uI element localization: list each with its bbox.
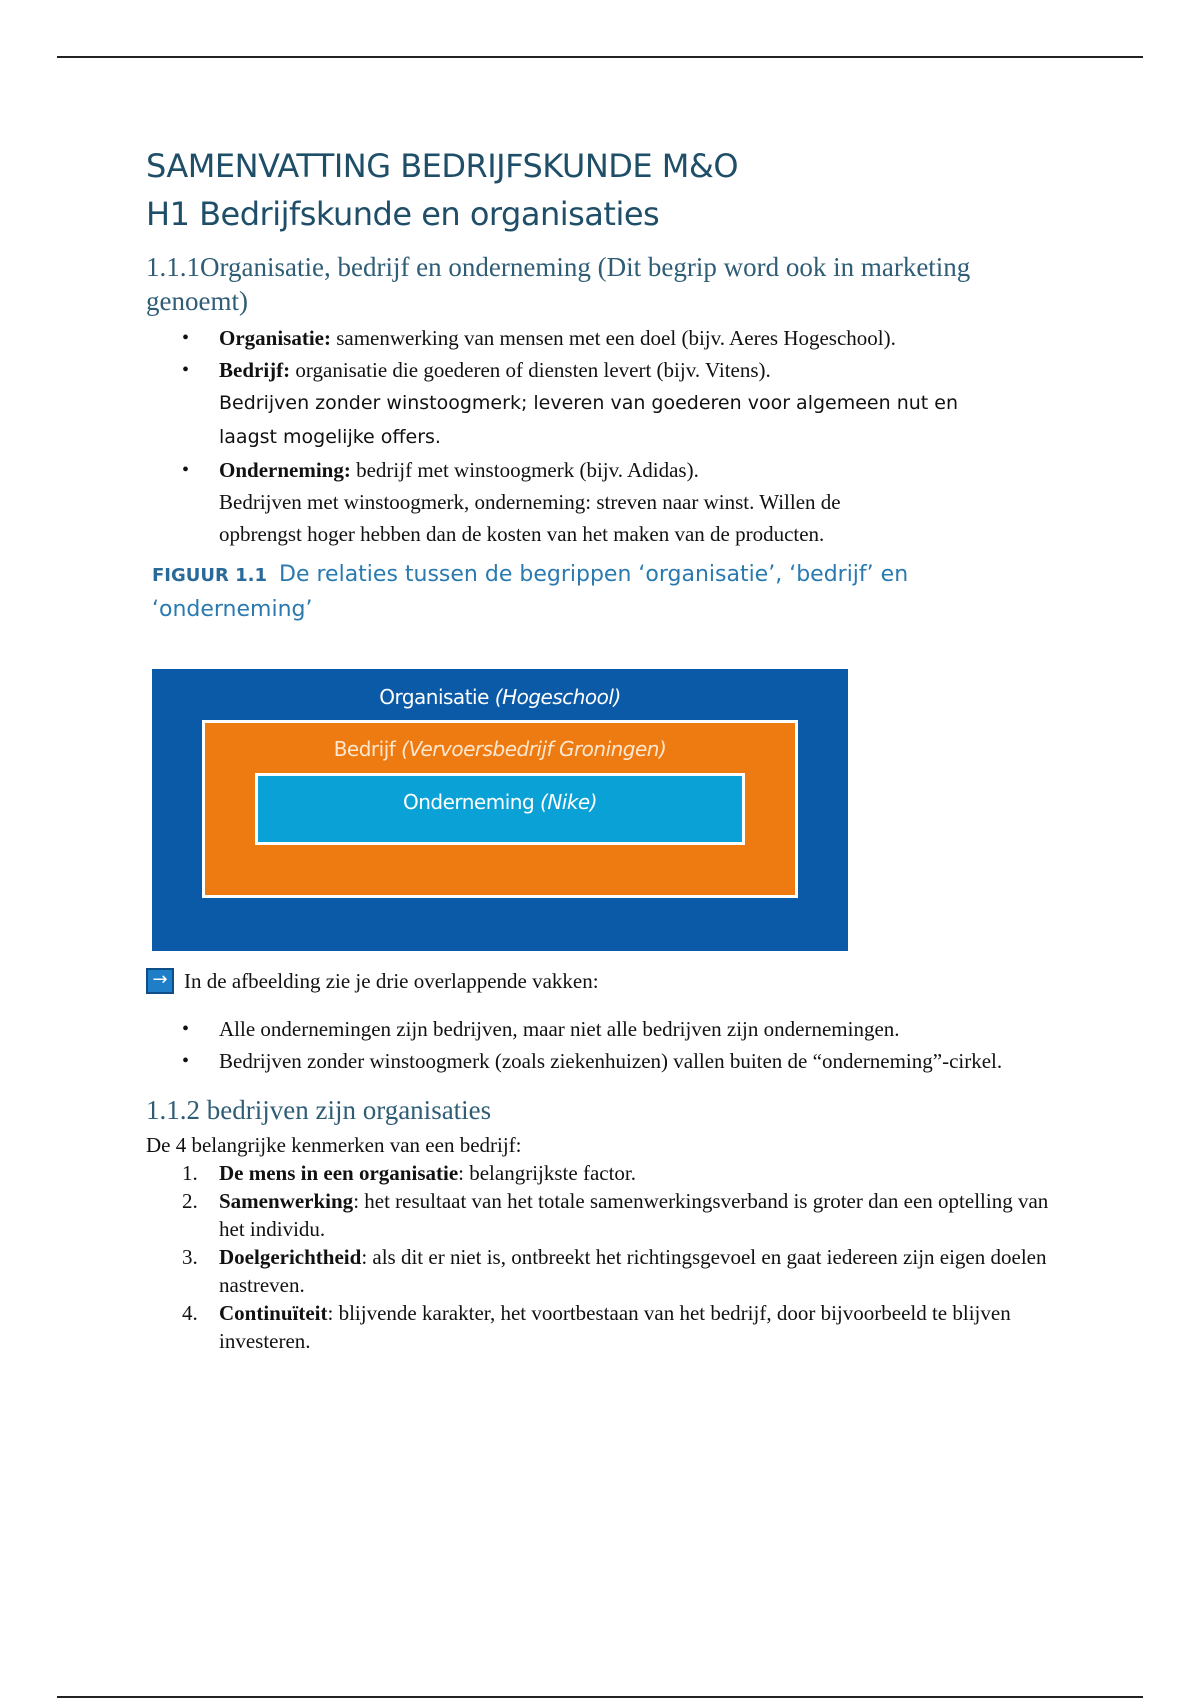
list-number: 3. — [182, 1245, 198, 1269]
term-definition: bedrijf met winstoogmerk (bijv. Adidas). — [350, 458, 699, 482]
box-example: (Nike) — [540, 790, 598, 814]
note-text: In de afbeelding zie je drie overlappende vakken: — [184, 969, 599, 993]
list-item-bedrijf — [182, 354, 1066, 454]
box-example: (Hogeschool) — [494, 685, 621, 709]
list-item-organisatie — [182, 322, 1066, 354]
chapter-heading: H1 Bedrijfskunde en organisaties — [146, 195, 660, 233]
term-definition: : het resultaat van het totale samenwerkingsverband is groter dan een optelling van het individu. — [219, 1189, 1049, 1241]
box-label-onderneming — [258, 790, 742, 814]
list-number: 1. — [182, 1161, 198, 1185]
box-name: Bedrijf — [333, 737, 396, 761]
list-item-onderneming — [182, 454, 1066, 550]
term-definition: samenwerking van mensen met een doel (bijv. Aeres Hogeschool). — [330, 326, 896, 350]
term-definition: : als dit er niet is, ontbreekt het richtingsgevoel en gaat iedereen zijn eigen doelen nastreven. — [219, 1245, 1047, 1297]
term-label: Samenwerking — [219, 1189, 354, 1213]
term-definition: : belangrijkste factor. — [458, 1161, 637, 1185]
extra-line: Bedrijven zonder winstoogmerk; leveren van goederen voor algemeen nut en — [219, 392, 958, 414]
figure-caption — [152, 558, 1066, 627]
numbered-list — [182, 1159, 1066, 1355]
box-onderneming — [255, 773, 745, 845]
bottom-rule — [57, 1696, 1143, 1698]
list-item — [182, 1159, 1066, 1187]
box-label-organisatie — [152, 685, 848, 709]
term-label: Bedrijf: — [219, 358, 291, 382]
figure-caption-text: De relaties tussen de begrippen ‘organisatie’, ‘bedrijf’ en ‘onderneming’ — [152, 562, 909, 622]
term-definition: : blijvende karakter, het voortbestaan van het bedrijf, door bijvoorbeeld te blijven investeren. — [219, 1301, 1011, 1353]
term-label: De mens in een organisatie — [219, 1161, 459, 1185]
list-item: • Bedrijven zonder winstoogmerk (zoals ziekenhuizen) vallen buiten de “onderneming”-cirkel. — [182, 1045, 1066, 1077]
extra-line: Bedrijven met winstoogmerk, onderneming: streven naar winst. Willen de — [219, 490, 841, 514]
top-rule — [57, 56, 1143, 58]
section-heading-1-1-1: 1.1.1Organisatie, bedrijf en onderneming (Dit begrip word ook in marketing genoemt) — [146, 252, 971, 316]
arrow-right-icon: → — [146, 968, 174, 994]
list-number: 2. — [182, 1189, 198, 1213]
note-bullet-list — [182, 1013, 1066, 1077]
term-definition: organisatie die goederen of diensten levert (bijv. Vitens). — [290, 358, 771, 382]
list-item — [182, 1243, 1066, 1299]
definition-list — [182, 322, 1066, 550]
list-item — [182, 1187, 1066, 1243]
list-item — [182, 1299, 1066, 1355]
figure-label: FIGUUR 1.1 — [152, 565, 268, 586]
term-label: Doelgerichtheid — [219, 1245, 362, 1269]
term-label: Organisatie: — [219, 326, 331, 350]
section-intro: De 4 belangrijke kenmerken van een bedrijf: — [146, 1133, 522, 1157]
document-page — [146, 146, 1066, 1355]
box-name: Organisatie — [379, 685, 489, 709]
term-label: Onderneming: — [219, 458, 351, 482]
term-label: Continuïteit — [219, 1301, 328, 1325]
box-name: Onderneming — [402, 790, 535, 814]
document-title: SAMENVATTING BEDRIJFSKUNDE M&O — [146, 147, 739, 185]
extra-line: opbrengst hoger hebben dan de kosten van het maken van de producten. — [219, 522, 825, 546]
nested-boxes-diagram — [152, 669, 848, 951]
extra-line: laagst mogelijke offers. — [219, 426, 441, 448]
list-item: • Alle ondernemingen zijn bedrijven, maar niet alle bedrijven zijn ondernemingen. — [182, 1013, 1066, 1045]
section-heading-1-1-2: 1.1.2 bedrijven zijn organisaties — [146, 1095, 492, 1125]
note-line — [146, 965, 1066, 997]
box-label-bedrijf — [205, 737, 795, 761]
box-bedrijf — [202, 720, 798, 898]
list-number: 4. — [182, 1301, 198, 1325]
box-example: (Vervoersbedrijf Groningen) — [401, 737, 667, 761]
